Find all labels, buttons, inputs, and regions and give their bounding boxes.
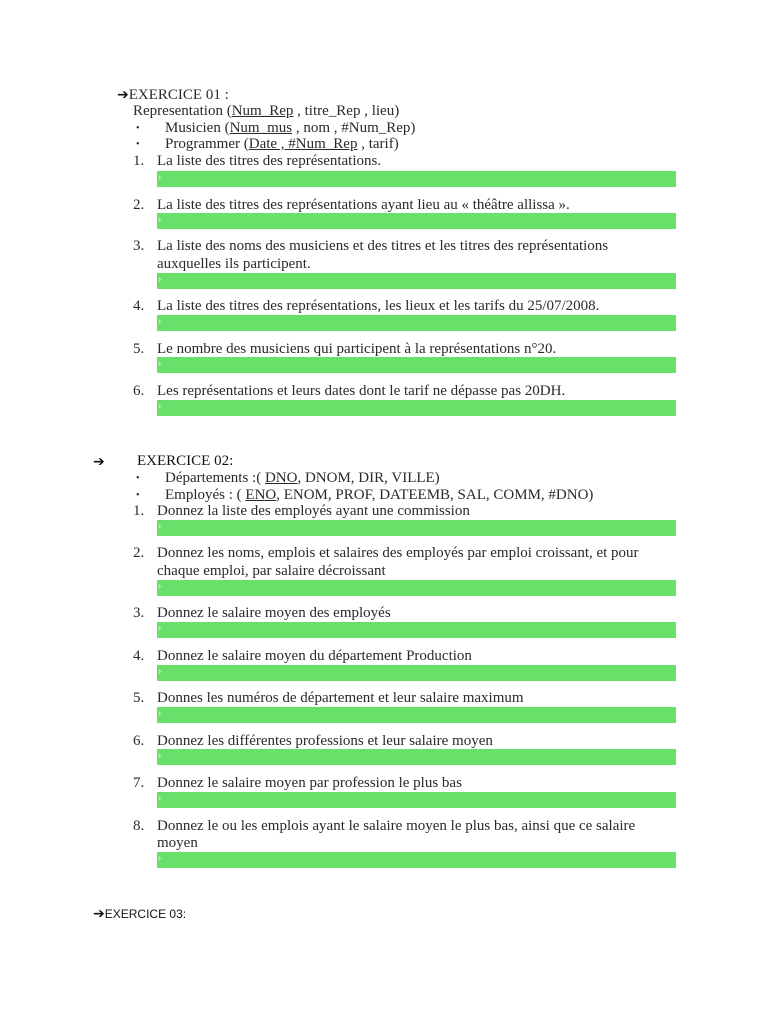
answer-field[interactable]	[157, 357, 676, 373]
question-text: La liste des noms des musiciens et des titres et les titres des représentations	[157, 238, 609, 254]
arrow-right-icon: ➔	[93, 454, 105, 470]
primary-key: Num_Rep	[231, 103, 294, 119]
question-number: 3.	[133, 605, 145, 621]
answer-field[interactable]	[157, 580, 676, 596]
question-number: 6.	[133, 383, 145, 399]
answer-field[interactable]	[157, 273, 676, 289]
question-number: 8.	[133, 818, 145, 834]
exercise-1-title: EXERCICE 01 :	[128, 87, 229, 103]
question-text-continued: chaque emploi, par salaire décroissant	[157, 563, 386, 579]
question-number: 6.	[133, 733, 145, 749]
exercise-3-heading	[93, 905, 186, 923]
answer-marker-icon: ›	[158, 708, 162, 719]
bullet-icon: •	[136, 123, 140, 134]
answer-marker-icon: ›	[158, 214, 162, 225]
answer-field[interactable]	[157, 749, 676, 765]
bullet-icon: •	[136, 473, 140, 484]
question-text: Le nombre des musiciens qui participent à la représentations n°20.	[157, 341, 557, 357]
answer-field[interactable]	[157, 213, 676, 229]
representation-schema: Representation (Num_Rep , titre_Rep , lieu)	[133, 103, 400, 119]
answer-marker-icon: ›	[158, 750, 162, 761]
question-number: 2.	[133, 197, 145, 213]
answer-marker-icon: ›	[158, 172, 162, 183]
answer-marker-icon: ›	[158, 623, 162, 634]
question-number: 4.	[133, 298, 145, 314]
primary-key: ENO	[245, 487, 277, 503]
answer-marker-icon: ›	[158, 274, 162, 285]
question-number: 5.	[133, 690, 145, 706]
answer-field[interactable]	[157, 622, 676, 638]
question-text: Donnez le salaire moyen des employés	[157, 605, 391, 621]
question-number: 4.	[133, 648, 145, 664]
question-text: Donnez le salaire moyen du département Production	[157, 648, 472, 664]
answer-field[interactable]	[157, 665, 676, 681]
answer-field[interactable]	[157, 707, 676, 723]
answer-marker-icon: ›	[158, 521, 162, 532]
schema-bullet-programmer: • Programmer (Date , #Num_Rep , tarif)	[136, 136, 399, 152]
question-text: Donnez le ou les emplois ayant le salaire moyen le plus bas, ainsi que ce salaire	[157, 818, 636, 834]
question-number: 7.	[133, 775, 145, 791]
question-text: La liste des titres des représentations ayant lieu au « théâtre allissa ».	[157, 197, 570, 213]
question-text: La liste des titres des représentations.	[157, 153, 382, 169]
answer-field[interactable]	[157, 792, 676, 808]
bullet-icon: •	[136, 139, 140, 150]
question-text-continued: moyen	[157, 835, 198, 851]
question-text-continued: auxquelles ils participent.	[157, 256, 311, 272]
exercise-3-title: EXERCICE 03:	[104, 907, 187, 921]
answer-field[interactable]	[157, 400, 676, 416]
question-number: 5.	[133, 341, 145, 357]
primary-key: Num_mus	[229, 120, 293, 136]
answer-marker-icon: ›	[158, 358, 162, 369]
answer-field[interactable]	[157, 852, 676, 868]
question-text: Donnez les noms, emplois et salaires des employés par emploi croissant, et pour	[157, 545, 639, 561]
answer-field[interactable]	[157, 315, 676, 331]
schema-bullet-musicien: • Musicien (Num_mus , nom , #Num_Rep)	[136, 120, 416, 136]
answer-marker-icon: ›	[158, 666, 162, 677]
exercise-2-title: EXERCICE 02:	[137, 453, 234, 469]
question-number: 2.	[133, 545, 145, 561]
question-text: Donnez le salaire moyen par profession le plus bas	[157, 775, 462, 791]
question-number: 3.	[133, 238, 145, 254]
question-number: 1.	[133, 503, 145, 519]
answer-field[interactable]	[157, 520, 676, 536]
answer-marker-icon: ›	[158, 853, 162, 864]
question-text: Donnes les numéros de département et leur salaire maximum	[157, 690, 524, 706]
schema-bullet-employes: • Employés : ( ENO, ENOM, PROF, DATEEMB, SAL, COMM, #DNO)	[136, 487, 594, 503]
question-number: 1.	[133, 153, 145, 169]
primary-key: Date , #Num_Rep	[248, 136, 358, 152]
question-text: La liste des titres des représentations, les lieux et les tarifs du 25/07/2008.	[157, 298, 600, 314]
arrow-right-icon: ➔	[117, 87, 129, 103]
answer-marker-icon: ›	[158, 581, 162, 592]
answer-marker-icon: ›	[158, 793, 162, 804]
answer-marker-icon: ›	[158, 316, 162, 327]
answer-marker-icon: ›	[158, 401, 162, 412]
primary-key: DNO	[264, 470, 298, 486]
schema-bullet-departements: • Départements :( DNO, DNOM, DIR, VILLE)	[136, 470, 440, 486]
bullet-icon: •	[136, 490, 140, 501]
exercise-1-heading	[117, 86, 229, 104]
question-text: Donnez les différentes professions et leur salaire moyen	[157, 733, 493, 749]
answer-field[interactable]	[157, 171, 676, 187]
question-text: Donnez la liste des employés ayant une commission	[157, 503, 470, 519]
arrow-right-icon: ➔	[93, 906, 105, 922]
question-text: Les représentations et leurs dates dont le tarif ne dépasse pas 20DH.	[157, 383, 566, 399]
